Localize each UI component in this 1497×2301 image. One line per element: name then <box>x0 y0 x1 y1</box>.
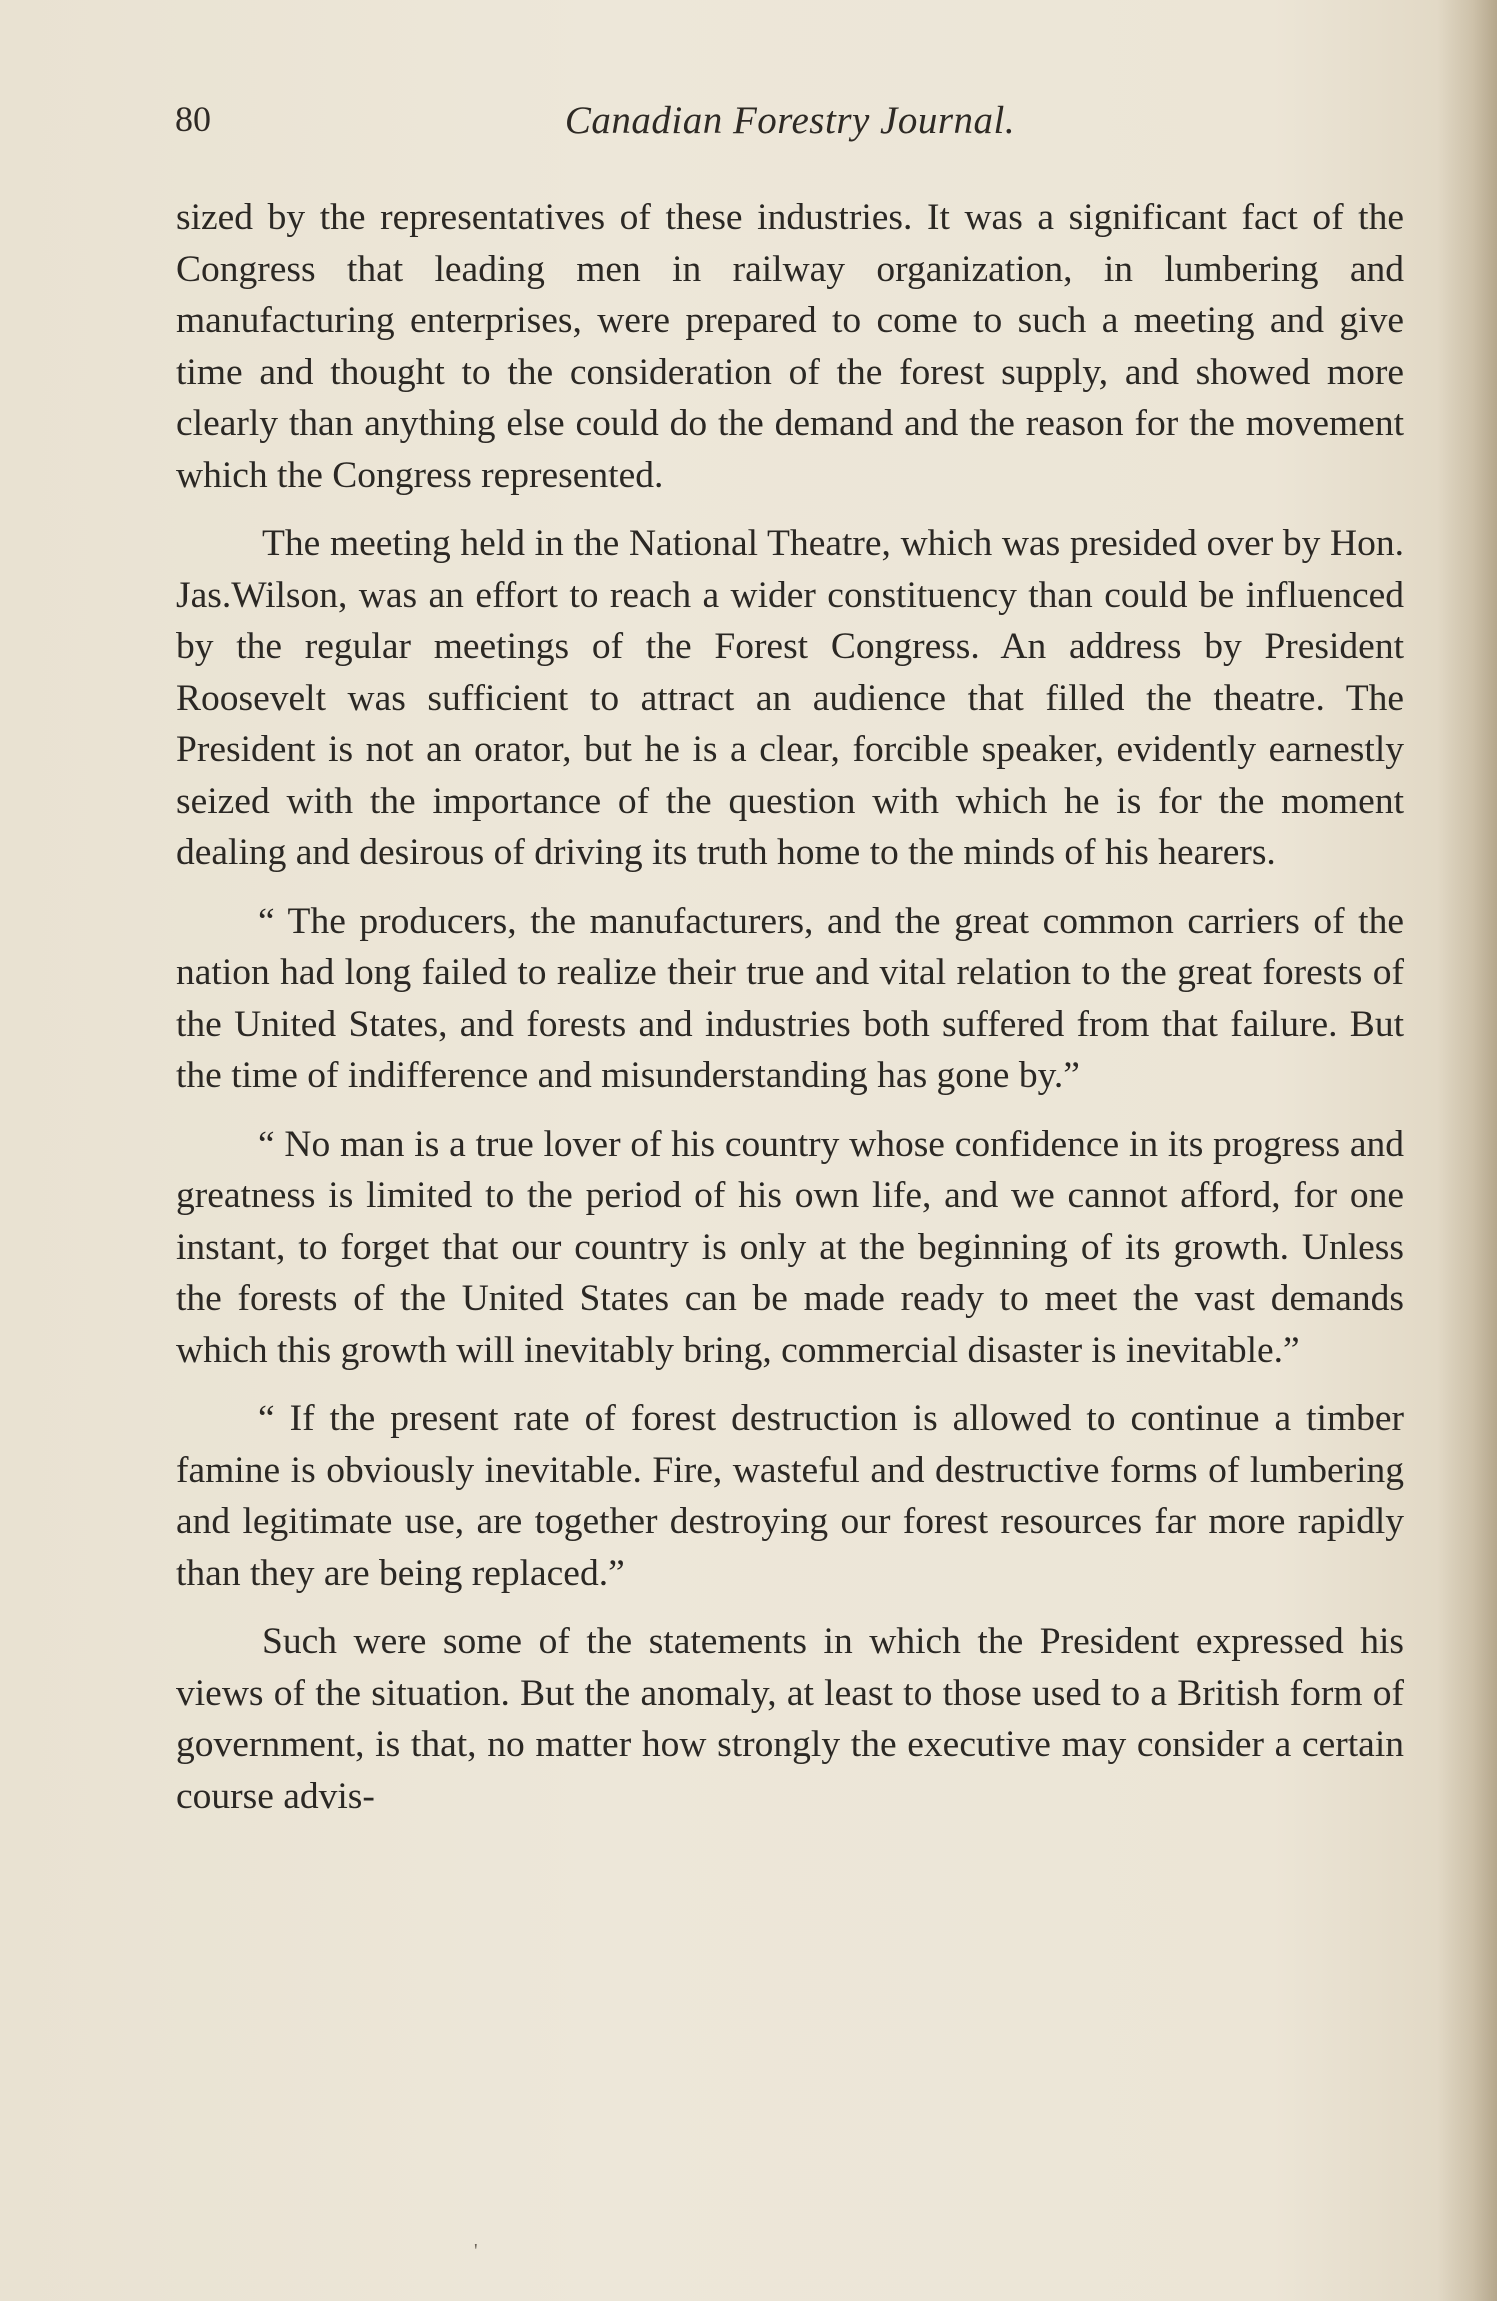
quote-forest-destruction: “ If the present rate of forest destruction is allowed to continue a timber famine is obviously inevitable. Fire, wasteful and destructive forms of lumbering and legitimate use, are together destroying our forest resources far more rapidly than they are being replaced.” <box>176 1398 1404 1594</box>
paragraph-national-theatre: The meeting held in the National Theatre, which was presided over by Hon. Jas.Wilson, was an effort to reach a wider constituency than could be influenced by the regular meetings of the Forest Congress. An address by President Roosevelt was sufficient to attract an audience that filled the theatre. The President is not an orator, but he is a clear, forcible speaker, evidently earnestly seized with the importance of the question with which he is for the moment dealing and desirous of driving its truth home to the minds of his hearers. <box>176 523 1404 873</box>
page-number: 80 <box>175 99 211 139</box>
paragraph-continuation: sized by the representatives of these industries. It was a significant fact of the Congress that leading men in railway organization, in lumbering and manufacturing enterprises, were prepared to come to such a meeting and give time and thought to the consideration of the forest supply, and showed more clearly than anything else could do the demand and the reason for the movement which the Congress represented. <box>176 197 1404 496</box>
running-head <box>175 98 1405 158</box>
page-edge-shadow <box>1437 0 1497 2301</box>
article-body <box>176 192 1404 1839</box>
journal-title: Canadian Forestry Journal. <box>564 99 1016 142</box>
paragraph-statements: Such were some of the statements in which the President expressed his views of the situation. But the anomaly, at least to those used to a British form of government, is that, no matter how strongly the executive may consider a certain course advis- <box>176 1621 1404 1817</box>
quote-producers: “ The producers, the manufacturers, and the great common carriers of the nation had long failed to realize their true and vital relation to the great forests of the United States, and forests and industries both suffered from that failure. But the time of indifference and misunderstanding has gone by.” <box>176 900 1404 1096</box>
printer-mark: ' <box>474 2240 478 2262</box>
quote-no-man: “ No man is a true lover of his country whose confidence in its progress and greatness is limited to the period of his own life, and we cannot afford, for one instant, to forget that our country is only at the beginning of its growth. Unless the forests of the United States can be made ready to meet the vast demands which this growth will inevitably bring, commercial disaster is inevitable.” <box>176 1123 1404 1371</box>
